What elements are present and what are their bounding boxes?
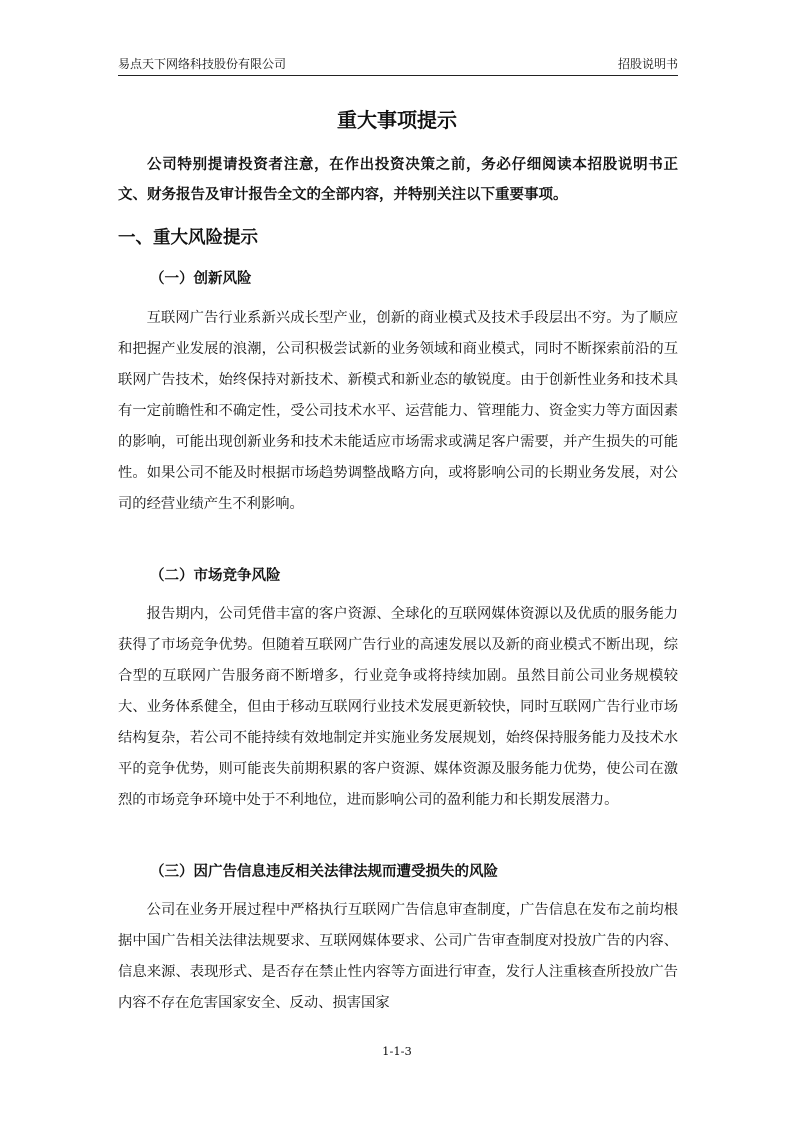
paragraph-market-competition-risk: 报告期内，公司凭借丰富的客户资源、全球化的互联网媒体资源以及优质的服务能力获得了市场竞争优势。但随着互联网广告行业的高速发展以及新的商业模式不断出现，综合型的互联网广告服务商不断增多，行业竞争或将持续加剧。虽然目前公司业务规模较大、业务体系健全，但由于移动互联网行业技术发展更新较快，同时互联网广告行业市场结构复杂，若公司不能持续有效地制定并实施业务发展规划，始终保持服务能力及技术水平的竞争优势，则可能丧失前期积累的客户资源、媒体资源及服务能力优势，使公司在激烈的市场竞争环境中处于不利地位，进而影响公司的盈利能力和长期发展潜力。 bbox=[118, 606, 678, 808]
page-number: 1-1-3 bbox=[382, 1044, 412, 1058]
investor-notice: 公司特别提请投资者注意，在作出投资决策之前，务必仔细阅读本招股说明书正文、财务报告及审计报告全文的全部内容，并特别关注以下重要事项。 bbox=[118, 157, 678, 203]
section-heading-major-risks: 一、重大风险提示 bbox=[118, 228, 258, 248]
header-company-name: 易点天下网络科技股份有限公司 bbox=[118, 57, 287, 71]
subsection-heading-advertising-compliance-risk: （三）因广告信息违反相关法律法规而遭受损失的风险 bbox=[150, 864, 498, 880]
paragraph-innovation-risk: 互联网广告行业系新兴成长型产业，创新的商业模式及技术手段层出不穷。为了顺应和把握产业发展的浪潮，公司积极尝试新的业务领域和商业模式，同时不断探索前沿的互联网广告技术，始终保持对新技术、新模式和新业态的敏锐度。由于创新性业务和技术具有一定前瞻性和不确定性，受公司技术水平、运营能力、管理能力、资金实力等方面因素的影响，可能出现创新业务和技术未能适应市场需求或满足客户需要，并产生损失的可能性。如果公司不能及时根据市场趋势调整战略方向，或将影响公司的长期业务发展，对公司的经营业绩产生不利影响。 bbox=[118, 310, 678, 512]
paragraph-advertising-compliance-risk: 公司在业务开展过程中严格执行互联网广告信息审查制度，广告信息在发布之前均根据中国广告相关法律法规要求、互联网媒体要求、公司广告审查制度对投放广告的内容、信息来源、表现形式、是否存在禁止性内容等方面进行审查，发行人注重核查所投放广告内容不存在危害国家安全、反动、损害国家 bbox=[118, 902, 678, 1011]
header-document-type: 招股说明书 bbox=[617, 57, 678, 71]
page-title: 重大事项提示 bbox=[337, 108, 457, 132]
page-header bbox=[118, 55, 678, 76]
subsection-heading-market-competition-risk: （二）市场竞争风险 bbox=[150, 568, 281, 584]
subsection-heading-innovation-risk: （一）创新风险 bbox=[150, 271, 252, 287]
